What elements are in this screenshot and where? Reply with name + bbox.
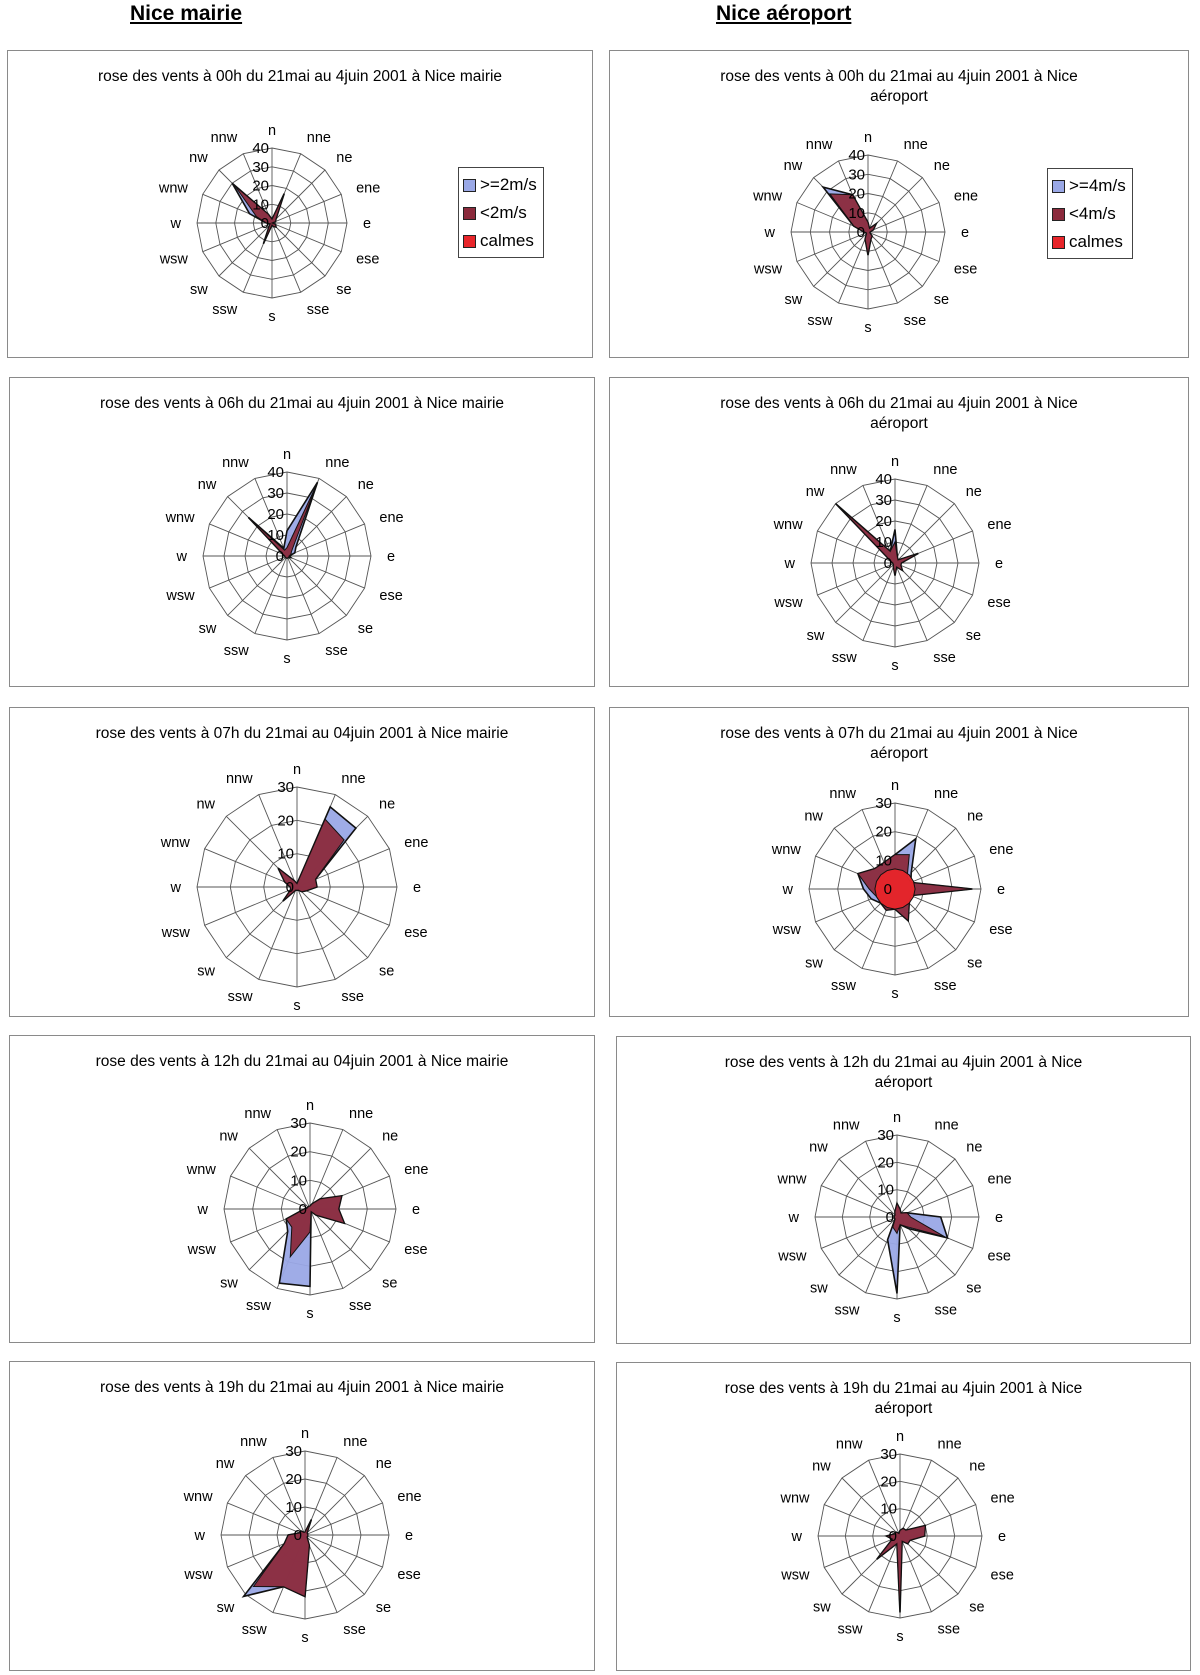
tick-label: 0 [885,1209,894,1226]
direction-label: w [170,216,181,232]
direction-label: sw [220,1275,238,1292]
grid-spoke [272,223,325,276]
tick-label: 30 [875,492,892,509]
direction-label: w [194,1528,205,1544]
tick-label: 10 [285,1499,302,1516]
direction-label: nne [934,785,959,802]
chart-panel-mairie-06h [9,377,595,687]
tick-label: 0 [883,881,892,898]
tick-label: 0 [883,555,892,572]
direction-label: sse [343,1622,366,1639]
tick-label: 0 [856,224,865,241]
direction-label: ese [356,251,380,268]
tick-label: 30 [290,1115,307,1132]
direction-label: nne [343,1433,368,1450]
direction-label: ene [953,188,979,205]
tick-label: 0 [275,548,284,565]
tick-label: 10 [267,527,284,544]
wind-rose-mairie-06h [10,378,596,688]
direction-label: w [791,1529,802,1545]
direction-label: nne [349,1105,374,1122]
wind-rose-mairie-07h [10,708,596,1018]
direction-label: e [961,225,970,241]
chart-legend [1047,168,1133,259]
tick-label: 40 [267,464,284,481]
tick-label: 20 [252,177,269,195]
tick-label: 20 [848,185,865,203]
direction-label: sse [325,643,348,660]
direction-label: ene [397,1489,422,1505]
tick-label: 30 [880,1446,897,1463]
direction-label: sw [784,292,803,309]
grid-spoke [897,1159,955,1217]
legend-label: >=2m/s [480,175,537,194]
direction-label: nne [306,130,332,147]
direction-label: sse [341,989,364,1005]
direction-label: ne [965,483,982,500]
direction-label: wsw [184,1567,213,1583]
direction-label: nw [219,1128,238,1145]
direction-label: sse [937,1621,961,1638]
chart-legend [458,167,544,258]
tick-label: 20 [875,513,892,530]
direction-label: nnw [210,130,238,147]
direction-label: ese [990,1567,1014,1584]
direction-label: nne [325,454,350,471]
direction-label: e [997,882,1006,898]
direction-label: ssw [831,978,856,995]
tick-label: 20 [875,823,892,841]
wind-rose-mairie-19h [10,1362,596,1672]
tick-label: 30 [252,158,269,176]
direction-label: e [413,880,422,896]
direction-label: s [896,1629,904,1645]
chart-panel-aeroport-12h [616,1036,1191,1344]
direction-label: se [336,281,352,298]
legend-swatch-calm [463,235,476,248]
direction-label: w [176,549,187,565]
direction-label: e [995,1210,1004,1226]
legend-item-strong [1052,172,1126,200]
direction-label: e [995,556,1004,572]
direction-label: ese [404,1241,428,1258]
legend-swatch-weak [463,207,476,220]
grid-spoke [900,1478,958,1536]
chart-title: rose des vents à 07h du 21mai au 4juin 2001 à Nice aéroport [720,725,1078,762]
direction-label: w [197,1202,208,1218]
direction-label: ne [336,150,353,167]
direction-label: nw [809,1139,828,1156]
series-weak-area [286,1196,344,1257]
direction-label: nw [197,476,217,493]
chart-title: rose des vents à 00h du 21mai au 4juin 2001 à Nice aéroport [720,68,1078,105]
direction-label: nnw [240,1433,267,1450]
direction-label: n [890,454,900,470]
chart-panel-mairie-07h [9,707,595,1017]
direction-label: w [170,880,181,896]
chart-title: rose des vents à 06h du 21mai au 4juin 2001 à Nice mairie [99,395,505,412]
direction-label: nne [934,1117,959,1134]
tick-label: 10 [277,845,294,863]
tick-label: 10 [290,1172,307,1190]
direction-label: sw [806,628,825,645]
direction-label: ese [404,925,428,942]
wind-rose-aeroport-12h [617,1037,1192,1345]
direction-label: sse [934,978,957,995]
legend-swatch-weak [1052,208,1065,221]
direction-label: wsw [166,588,195,604]
direction-label: se [382,1275,398,1292]
direction-label: wsw [753,261,783,278]
header-nice-mairie: Nice mairie [130,2,243,25]
tick-label: 30 [848,166,865,184]
chart-panel-mairie-00h [7,50,593,358]
legend-item-weak [463,199,537,227]
grid-spoke [900,1536,958,1594]
direction-label: nnw [832,1117,860,1134]
tick-label: 10 [880,1500,897,1518]
direction-label: nnw [805,137,833,154]
direction-label: n [895,1429,905,1445]
legend-item-weak [1052,200,1126,228]
direction-label: e [363,216,372,232]
chart-panel-aeroport-00h [609,50,1189,358]
chart-title: rose des vents à 00h du 21mai au 4juin 2001 à Nice mairie [97,68,503,85]
direction-label: ene [990,1490,1015,1507]
direction-label: ne [969,1458,986,1475]
direction-label: e [998,1529,1007,1545]
direction-label: ene [379,510,404,526]
chart-title: rose des vents à 06h du 21mai au 4juin 2001 à Nice aéroport [720,395,1078,432]
direction-label: ene [404,834,429,851]
direction-label: ese [397,1567,421,1583]
direction-label: s [306,1306,314,1322]
tick-label: 20 [277,812,294,830]
direction-label: wnw [165,510,195,526]
direction-label: se [375,1600,392,1617]
direction-label: wnw [158,180,188,197]
direction-label: ese [987,595,1011,611]
legend-swatch-strong [1052,180,1065,193]
direction-label: sse [934,1302,958,1319]
tick-label: 30 [875,795,892,812]
grid-spoke [297,887,368,958]
legend-label: <2m/s [480,203,527,222]
direction-label: ese [379,588,403,604]
direction-label: nw [805,483,825,500]
direction-label: nne [937,1436,962,1453]
direction-label: ssw [241,1622,267,1639]
direction-label: nnw [829,785,856,802]
grid-spoke [305,1535,364,1594]
direction-label: nne [933,461,958,478]
direction-label: ssw [807,312,833,329]
direction-label: wsw [161,925,190,942]
tick-label: 30 [877,1127,894,1144]
chart-title: rose des vents à 12h du 21mai au 4juin 2001 à Nice aéroport [724,1054,1083,1091]
tick-label: 20 [290,1143,307,1161]
grid-spoke [868,232,922,286]
grid-spoke [895,504,954,563]
direction-label: ene [987,1171,1012,1188]
chart-panel-mairie-12h [9,1035,595,1343]
direction-label: se [969,1599,985,1616]
direction-label: n [300,1426,310,1442]
direction-label: sw [189,281,208,298]
direction-label: ese [989,921,1013,938]
tick-label: 40 [252,140,269,157]
direction-label: nw [196,796,215,813]
direction-label: se [967,955,983,972]
direction-label: se [357,621,374,638]
direction-label: ssw [227,989,253,1005]
legend-swatch-calm [1052,236,1065,249]
direction-label: ene [987,517,1012,533]
direction-label: s [893,1310,901,1326]
direction-label: ne [382,1128,399,1145]
direction-label: ssw [223,643,249,660]
direction-label: wsw [159,251,188,268]
direction-label: sw [197,963,215,980]
direction-label: w [764,225,775,241]
direction-label: w [788,1210,799,1226]
tick-label: 10 [875,852,892,870]
legend-label: calmes [480,231,534,250]
direction-label: n [863,130,873,146]
direction-label: nnw [830,461,857,478]
chart-panel-mairie-19h [9,1361,595,1671]
direction-label: wnw [186,1162,216,1179]
direction-label: wsw [778,1248,807,1265]
direction-label: sse [903,312,927,329]
direction-label: w [784,556,795,572]
direction-label: s [891,658,899,674]
direction-label: ne [375,1455,392,1472]
direction-label: nw [189,150,208,167]
tick-label: 20 [877,1154,894,1172]
tick-label: 40 [875,471,892,488]
direction-label: sse [306,301,330,318]
chart-title: rose des vents à 07h du 21mai au 04juin 2001 à Nice mairie [95,725,509,742]
direction-label: se [966,1280,982,1297]
direction-label: wsw [772,921,801,938]
direction-label: ssw [246,1298,271,1315]
grid-spoke [272,170,325,223]
direction-label: nw [812,1458,831,1475]
direction-label: sw [216,1600,235,1617]
tick-label: 0 [298,1201,307,1218]
chart-panel-aeroport-19h [616,1362,1191,1671]
direction-label: n [267,123,277,139]
tick-label: 0 [293,1527,302,1544]
tick-label: 10 [875,534,892,551]
wind-rose-aeroport-19h [617,1363,1192,1672]
wind-rose-mairie-12h [10,1036,596,1344]
legend-swatch-strong [463,179,476,192]
legend-item-calm [463,227,537,255]
direction-label: s [864,320,872,336]
direction-label: ne [357,476,374,493]
direction-label: wsw [774,595,803,611]
direction-label: ene [404,1162,429,1179]
direction-label: wnw [753,188,783,205]
tick-label: 0 [888,1528,897,1545]
direction-label: wnw [771,842,801,859]
series-calm-area [875,869,915,909]
direction-label: n [890,778,900,794]
direction-label: nnw [244,1105,271,1122]
direction-label: ssw [834,1302,860,1319]
direction-label: nne [903,137,928,154]
direction-label: ssw [831,650,857,667]
grid-spoke [305,1476,364,1535]
direction-label: wsw [781,1567,810,1584]
direction-label: nne [341,771,366,787]
direction-label: s [301,1630,309,1646]
tick-label: 10 [848,204,865,222]
tick-label: 30 [277,779,294,796]
direction-label: ne [379,796,396,813]
tick-label: 40 [848,147,865,164]
direction-label: se [379,963,395,980]
legend-label: <4m/s [1069,204,1116,223]
direction-label: s [293,998,301,1014]
direction-label: nw [215,1455,235,1472]
direction-label: e [412,1202,421,1218]
direction-label: nw [783,157,803,174]
legend-item-strong [463,171,537,199]
chart-title: rose des vents à 19h du 21mai au 4juin 2001 à Nice mairie [99,1379,505,1396]
wind-rose-aeroport-07h [610,708,1190,1018]
legend-item-calm [1052,228,1126,256]
direction-label: ene [989,842,1014,859]
direction-label: ne [933,157,950,174]
direction-label: n [892,1110,902,1126]
direction-label: e [387,549,396,565]
direction-label: ese [953,261,978,278]
tick-label: 20 [267,506,284,523]
chart-panel-aeroport-07h [609,707,1189,1017]
direction-label: e [405,1528,414,1544]
direction-label: sse [349,1298,372,1315]
direction-label: wnw [780,1490,810,1507]
direction-label: ene [356,180,381,197]
grid-spoke [895,563,954,622]
direction-label: sse [933,650,956,667]
direction-label: n [292,762,302,778]
direction-label: nnw [835,1436,863,1453]
tick-label: 30 [285,1443,302,1460]
direction-label: wnw [773,517,803,533]
direction-label: se [933,292,950,309]
direction-label: se [965,628,982,645]
legend-label: calmes [1069,232,1123,251]
direction-label: nw [804,808,823,825]
direction-label: sw [812,1599,831,1616]
direction-label: n [282,447,292,463]
direction-label: s [268,309,276,325]
direction-label: sw [805,955,823,972]
chart-panel-aeroport-06h [609,377,1189,687]
header-nice-aeroport: Nice aéroport [716,2,852,25]
chart-title: rose des vents à 12h du 21mai au 04juin 2001 à Nice mairie [95,1053,509,1070]
tick-label: 0 [260,215,269,232]
direction-label: wnw [777,1171,807,1188]
tick-label: 20 [880,1473,897,1491]
direction-label: wnw [183,1489,213,1505]
tick-label: 30 [267,485,284,502]
chart-title: rose des vents à 19h du 21mai au 4juin 2001 à Nice aéroport [724,1380,1083,1417]
direction-label: s [283,651,291,667]
direction-label: ne [967,808,984,825]
tick-label: 10 [252,196,269,214]
tick-label: 10 [877,1181,894,1199]
direction-label: ssw [837,1621,863,1638]
direction-label: ese [987,1248,1011,1265]
wind-rose-aeroport-06h [610,378,1190,688]
direction-label: sw [198,621,217,638]
direction-label: ssw [212,301,238,318]
direction-label: ne [966,1139,983,1156]
direction-label: s [891,986,899,1002]
legend-label: >=4m/s [1069,176,1126,195]
direction-label: nnw [222,454,249,471]
grid-spoke [287,556,346,615]
direction-label: wnw [160,834,190,851]
direction-label: wsw [187,1241,216,1258]
direction-label: n [305,1098,315,1114]
direction-label: nnw [225,771,253,787]
direction-label: w [782,882,793,898]
direction-label: sw [809,1280,828,1297]
tick-label: 20 [285,1471,302,1488]
tick-label: 0 [285,879,294,896]
